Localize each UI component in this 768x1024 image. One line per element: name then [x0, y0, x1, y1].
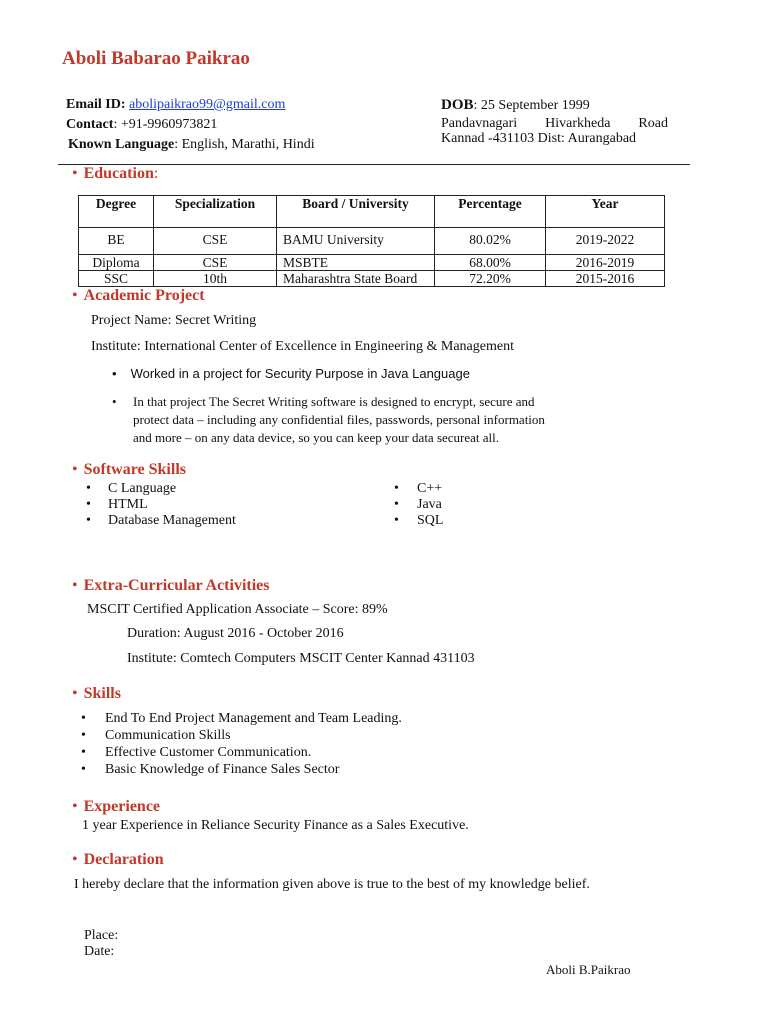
software-list-right [394, 481, 443, 529]
declaration-text: I hereby declare that the information given above is true to the best of my knowledge belief. [74, 877, 590, 892]
project-bullet-1: • Worked in a project for Security Purpose in Java Language [112, 366, 470, 381]
project-name: Project Name: Secret Writing [91, 313, 257, 328]
list-item: • End To End Project Management and Team Leading. [81, 711, 402, 726]
skills-list [81, 710, 402, 778]
project-title: Academic Project [83, 287, 205, 304]
place-label: Place: [84, 928, 119, 943]
dob-line: DOB: 25 September 1999 [441, 97, 590, 113]
table-header: Board / University [277, 196, 435, 228]
extra-line-3: Institute: Comtech Computers MSCIT Center Kannad 431103 [127, 651, 475, 666]
dob-label: DOB [441, 97, 474, 113]
declaration-heading: • Declaration [72, 851, 164, 868]
table-cell: 10th [154, 271, 277, 287]
table-cell: CSE [154, 228, 277, 255]
table-row [79, 228, 665, 255]
table-cell: 2016-2019 [546, 255, 665, 271]
phone-number: +91-9960973821 [120, 117, 218, 132]
table-cell: 72.20% [435, 271, 546, 287]
resume-name: Aboli Babarao Paikrao [62, 48, 250, 69]
list-item: • HTML [86, 497, 148, 512]
address-line-1 [441, 116, 668, 132]
list-item: • SQL [394, 513, 444, 528]
education-table [78, 195, 665, 287]
bullet-text: In that project The Secret Writing software is designed to encrypt, secure and [133, 394, 535, 409]
table-cell: MSBTE [277, 255, 435, 271]
skills-heading: • Skills [72, 685, 121, 702]
extra-title: Extra-Curricular Activities [83, 577, 270, 594]
address-word: Road [638, 116, 668, 131]
experience-title: Experience [83, 798, 161, 815]
list-item: • Basic Knowledge of Finance Sales Sector [81, 762, 340, 777]
table-header: Degree [79, 196, 154, 228]
email-line: Email ID: abolipaikrao99@gmail.com [66, 97, 286, 112]
declaration-title: Declaration [83, 851, 164, 868]
language-line: Known Language: English, Marathi, Hindi [68, 137, 315, 152]
email-link[interactable]: abolipaikrao99@gmail.com [129, 97, 286, 112]
signature-name: Aboli B.Paikrao [546, 962, 631, 977]
languages-value: English, Marathi, Hindi [181, 137, 315, 152]
table-header: Specialization [154, 196, 277, 228]
table-cell: 2019-2022 [546, 228, 665, 255]
extra-line-1: MSCIT Certified Application Associate – Score: 89% [87, 602, 388, 617]
contact-line: Contact: +91-9960973821 [66, 117, 218, 132]
education-title: Education [83, 165, 154, 182]
table-cell: SSC [79, 271, 154, 287]
table-cell: 68.00% [435, 255, 546, 271]
experience-heading: • Experience [72, 798, 161, 815]
bullet-text: Worked in a project for Security Purpose in Java Language [130, 366, 470, 381]
date-label: Date: [84, 944, 115, 959]
project-heading: • Academic Project [72, 287, 205, 304]
list-item: • Database Management [86, 513, 236, 528]
table-row [79, 271, 665, 287]
dob-value: 25 September 1999 [480, 98, 590, 113]
extra-heading: • Extra-Curricular Activities [72, 577, 270, 594]
email-label: Email ID [66, 97, 121, 112]
bullet-text: and more – on any data device, so you can keep your data secureat all. [133, 430, 500, 445]
project-institute: Institute: International Center of Excellence in Engineering & Management [91, 339, 514, 354]
software-title: Software Skills [83, 461, 186, 478]
table-cell: CSE [154, 255, 277, 271]
address-word: Pandavnagari [441, 116, 518, 131]
list-item: • C++ [394, 481, 443, 496]
skills-title: Skills [83, 685, 121, 702]
list-item: • Communication Skills [81, 728, 231, 743]
education-heading: • Education: [72, 165, 159, 182]
list-item: • Java [394, 497, 442, 512]
table-cell: Diploma [79, 255, 154, 271]
bullet-text: protect data – including any confidential files, passwords, personal information [133, 412, 545, 427]
table-cell: 2015-2016 [546, 271, 665, 287]
table-cell: BE [79, 228, 154, 255]
software-heading: • Software Skills [72, 461, 186, 478]
table-cell: Maharashtra State Board [277, 271, 435, 287]
experience-text: 1 year Experience in Reliance Security Finance as a Sales Executive. [82, 818, 469, 833]
address-line-2: Kannad -431103 Dist: Aurangabad [441, 131, 637, 146]
table-header: Year [546, 196, 665, 228]
software-list-left [86, 481, 236, 529]
extra-line-2: Duration: August 2016 - October 2016 [127, 626, 344, 641]
list-item: • Effective Customer Communication. [81, 745, 312, 760]
table-cell: BAMU University [277, 228, 435, 255]
address-word: Hivarkheda [545, 116, 611, 131]
language-label: Known Language [68, 137, 175, 152]
list-item: • C Language [86, 481, 177, 496]
table-cell: 80.02% [435, 228, 546, 255]
table-header: Percentage [435, 196, 546, 228]
table-header-row [79, 196, 665, 228]
table-row [79, 255, 665, 271]
contact-label: Contact [66, 117, 114, 132]
